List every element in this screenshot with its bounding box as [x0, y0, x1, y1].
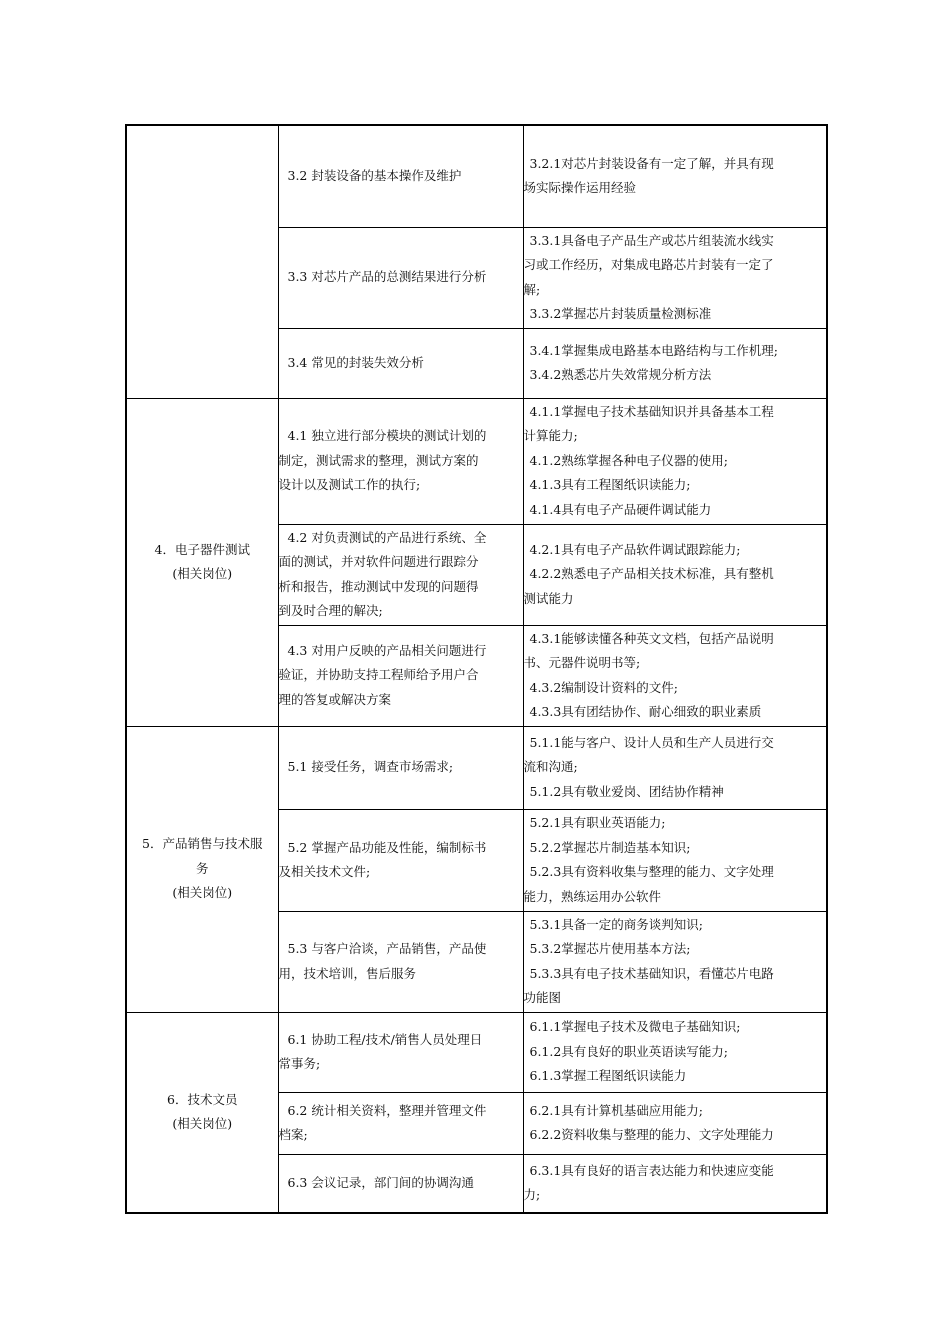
requirement-line: 4.2.1具有电子产品软件调试跟踪能力; — [529, 541, 741, 557]
requirement-line: 6.1.1掌握电子技术及微电子基础知识; — [529, 1019, 741, 1035]
task-line: 5.1 接受任务，调查市场需求; — [287, 759, 454, 775]
task-line: 理的答复或解决方案 — [278, 691, 392, 707]
task-cell — [278, 726, 523, 809]
requirement-line: 5.3.3具有电子技术基础知识，看懂芯片电路 — [529, 965, 774, 981]
task-line: 设计以及测试工作的执行; — [278, 477, 421, 493]
requirement-cell — [523, 1154, 827, 1213]
requirement-line: 3.2.1对芯片封装设备有一定了解，并具有现 — [529, 155, 774, 171]
requirement-line: 功能图 — [523, 990, 562, 1005]
requirement-line: 6.1.3掌握工程图纸识读能力 — [529, 1068, 687, 1084]
requirement-cell — [523, 398, 827, 524]
requirement-line: 5.3.1具备一定的商务谈判知识; — [529, 916, 704, 932]
requirement-line: 4.3.1能够读懂各种英文文档，包括产品说明 — [529, 630, 774, 646]
task-line: 6.2 统计相关资料，整理并管理文件 — [287, 1102, 487, 1118]
table-row — [126, 1012, 827, 1092]
requirement-line: 6.1.2具有良好的职业英语读写能力; — [529, 1043, 729, 1059]
task-line: 3.2 封装设备的基本操作及维护 — [287, 168, 462, 183]
task-cell — [278, 1012, 523, 1092]
requirement-line: 4.1.1掌握电子技术基础知识并具备基本工程 — [529, 403, 774, 419]
task-cell — [278, 625, 523, 726]
task-line: 档案; — [278, 1127, 308, 1142]
requirement-line: 流和沟通; — [523, 759, 578, 775]
task-line: 到及时合理的解决; — [278, 603, 383, 618]
requirement-line: 5.1.1能与客户、设计人员和生产人员进行交 — [529, 734, 774, 750]
requirement-line: 3.3.2掌握芯片封装质量检测标准 — [529, 306, 712, 321]
task-line: 4.1 独立进行部分模块的测试计划的 — [287, 428, 487, 444]
requirement-line: 4.1.4具有电子产品硬件调试能力 — [529, 501, 712, 517]
task-cell — [278, 227, 523, 328]
task-line: 4.2 对负责测试的产品进行系统、全 — [287, 529, 487, 545]
task-line: 用，技术培训，售后服务 — [278, 965, 417, 981]
requirement-cell — [523, 726, 827, 809]
requirement-cell — [523, 524, 827, 625]
job-category-title: 6．技术文员 — [167, 1091, 238, 1107]
requirement-cell — [523, 625, 827, 726]
requirement-cell — [523, 328, 827, 398]
requirement-line: 力; — [523, 1187, 541, 1203]
requirement-line: 3.3.1具备电子产品生产或芯片组装流水线实 — [529, 232, 774, 248]
task-cell — [278, 125, 523, 227]
task-line: 3.3 对芯片产品的总测结果进行分析 — [287, 269, 487, 285]
task-line: 5.3 与客户洽谈，产品销售，产品使 — [287, 941, 487, 956]
requirement-cell — [523, 1012, 827, 1092]
requirement-line: 4.3.2编制设计资料的文件; — [529, 679, 679, 695]
requirement-line: 书、元器件说明书等; — [523, 655, 641, 670]
requirement-cell — [523, 125, 827, 227]
job-requirements-table — [125, 124, 828, 1214]
requirement-line: 能力，熟练运用办公软件 — [523, 888, 662, 904]
task-line: 面的测试，并对软件问题进行跟踪分 — [278, 554, 479, 569]
requirement-line: 3.4.1掌握集成电路基本电路结构与工作机理; — [529, 342, 779, 358]
table-row — [126, 125, 827, 227]
requirement-line: 6.2.2资料收集与整理的能力、文字处理能力 — [529, 1127, 774, 1142]
requirement-cell — [523, 227, 827, 328]
task-cell — [278, 398, 523, 524]
task-line: 6.1 协助工程/技术/销售人员处理日 — [287, 1031, 483, 1047]
job-category-cell-6 — [126, 1012, 278, 1213]
requirement-cell — [523, 1092, 827, 1154]
task-cell — [278, 524, 523, 625]
requirement-line: 场实际操作运用经验 — [523, 180, 637, 196]
task-cell — [278, 1154, 523, 1213]
requirement-line: 计算能力; — [523, 428, 578, 444]
job-category-cell-5 — [126, 726, 278, 1012]
table-row — [126, 398, 827, 524]
requirement-line: 4.1.2熟练掌握各种电子仪器的使用; — [529, 452, 729, 468]
requirement-line: 3.4.2熟悉芯片失效常规分析方法 — [529, 367, 712, 382]
task-line: 6.3 会议记录，部门间的协调沟通 — [287, 1175, 474, 1190]
job-category-cell-4 — [126, 398, 278, 726]
job-category-subtitle: (相关岗位) — [172, 885, 233, 901]
task-line: 析和报告，推动测试中发现的问题得 — [278, 578, 479, 594]
requirement-line: 4.1.3具有工程图纸识读能力; — [529, 477, 691, 493]
task-line: 3.4 常见的封装失效分析 — [287, 354, 424, 370]
job-category-title: 务 — [195, 860, 209, 876]
task-line: 常事务; — [278, 1056, 321, 1071]
job-category-title: 5．产品销售与技术服 — [142, 836, 263, 852]
requirement-cell — [523, 911, 827, 1012]
requirement-line: 5.3.2掌握芯片使用基本方法; — [529, 941, 691, 956]
task-line: 验证，并协助支持工程师给予用户合 — [278, 667, 479, 683]
requirement-line: 4.2.2熟悉电子产品相关技术标准，具有整机 — [529, 566, 774, 582]
task-cell — [278, 911, 523, 1012]
requirement-line: 6.2.1具有计算机基础应用能力; — [529, 1102, 704, 1118]
job-category-subtitle: (相关岗位) — [172, 566, 233, 581]
requirement-line: 解; — [523, 281, 541, 297]
task-cell — [278, 809, 523, 911]
requirement-line: 6.3.1具有良好的语言表达能力和快速应变能 — [529, 1162, 774, 1178]
requirement-line: 5.2.1具有职业英语能力; — [529, 815, 666, 830]
task-cell — [278, 328, 523, 398]
requirement-line: 5.2.2掌握芯片制造基本知识; — [529, 839, 691, 855]
requirement-cell — [523, 809, 827, 911]
task-line: 5.2 掌握产品功能及性能，编制标书 — [287, 839, 487, 855]
task-line: 及相关技术文件; — [278, 864, 371, 879]
requirement-line: 4.3.3具有团结协作、耐心细致的职业素质 — [529, 704, 762, 719]
requirement-line: 5.1.2具有敬业爱岗、团结协作精神 — [529, 783, 724, 799]
task-line: 4.3 对用户反映的产品相关问题进行 — [287, 642, 487, 658]
task-cell — [278, 1092, 523, 1154]
job-category-subtitle: (相关岗位) — [172, 1116, 233, 1132]
requirement-line: 5.2.3具有资料收集与整理的能力、文字处理 — [529, 864, 774, 879]
task-line: 制定，测试需求的整理，测试方案的 — [278, 452, 479, 468]
table-row — [126, 726, 827, 809]
requirement-line: 测试能力 — [523, 590, 574, 606]
job-category-cell-3 — [126, 125, 278, 398]
requirement-line: 习或工作经历，对集成电路芯片封装有一定了 — [523, 257, 774, 272]
job-category-title: 4．电子器件测试 — [154, 541, 250, 557]
